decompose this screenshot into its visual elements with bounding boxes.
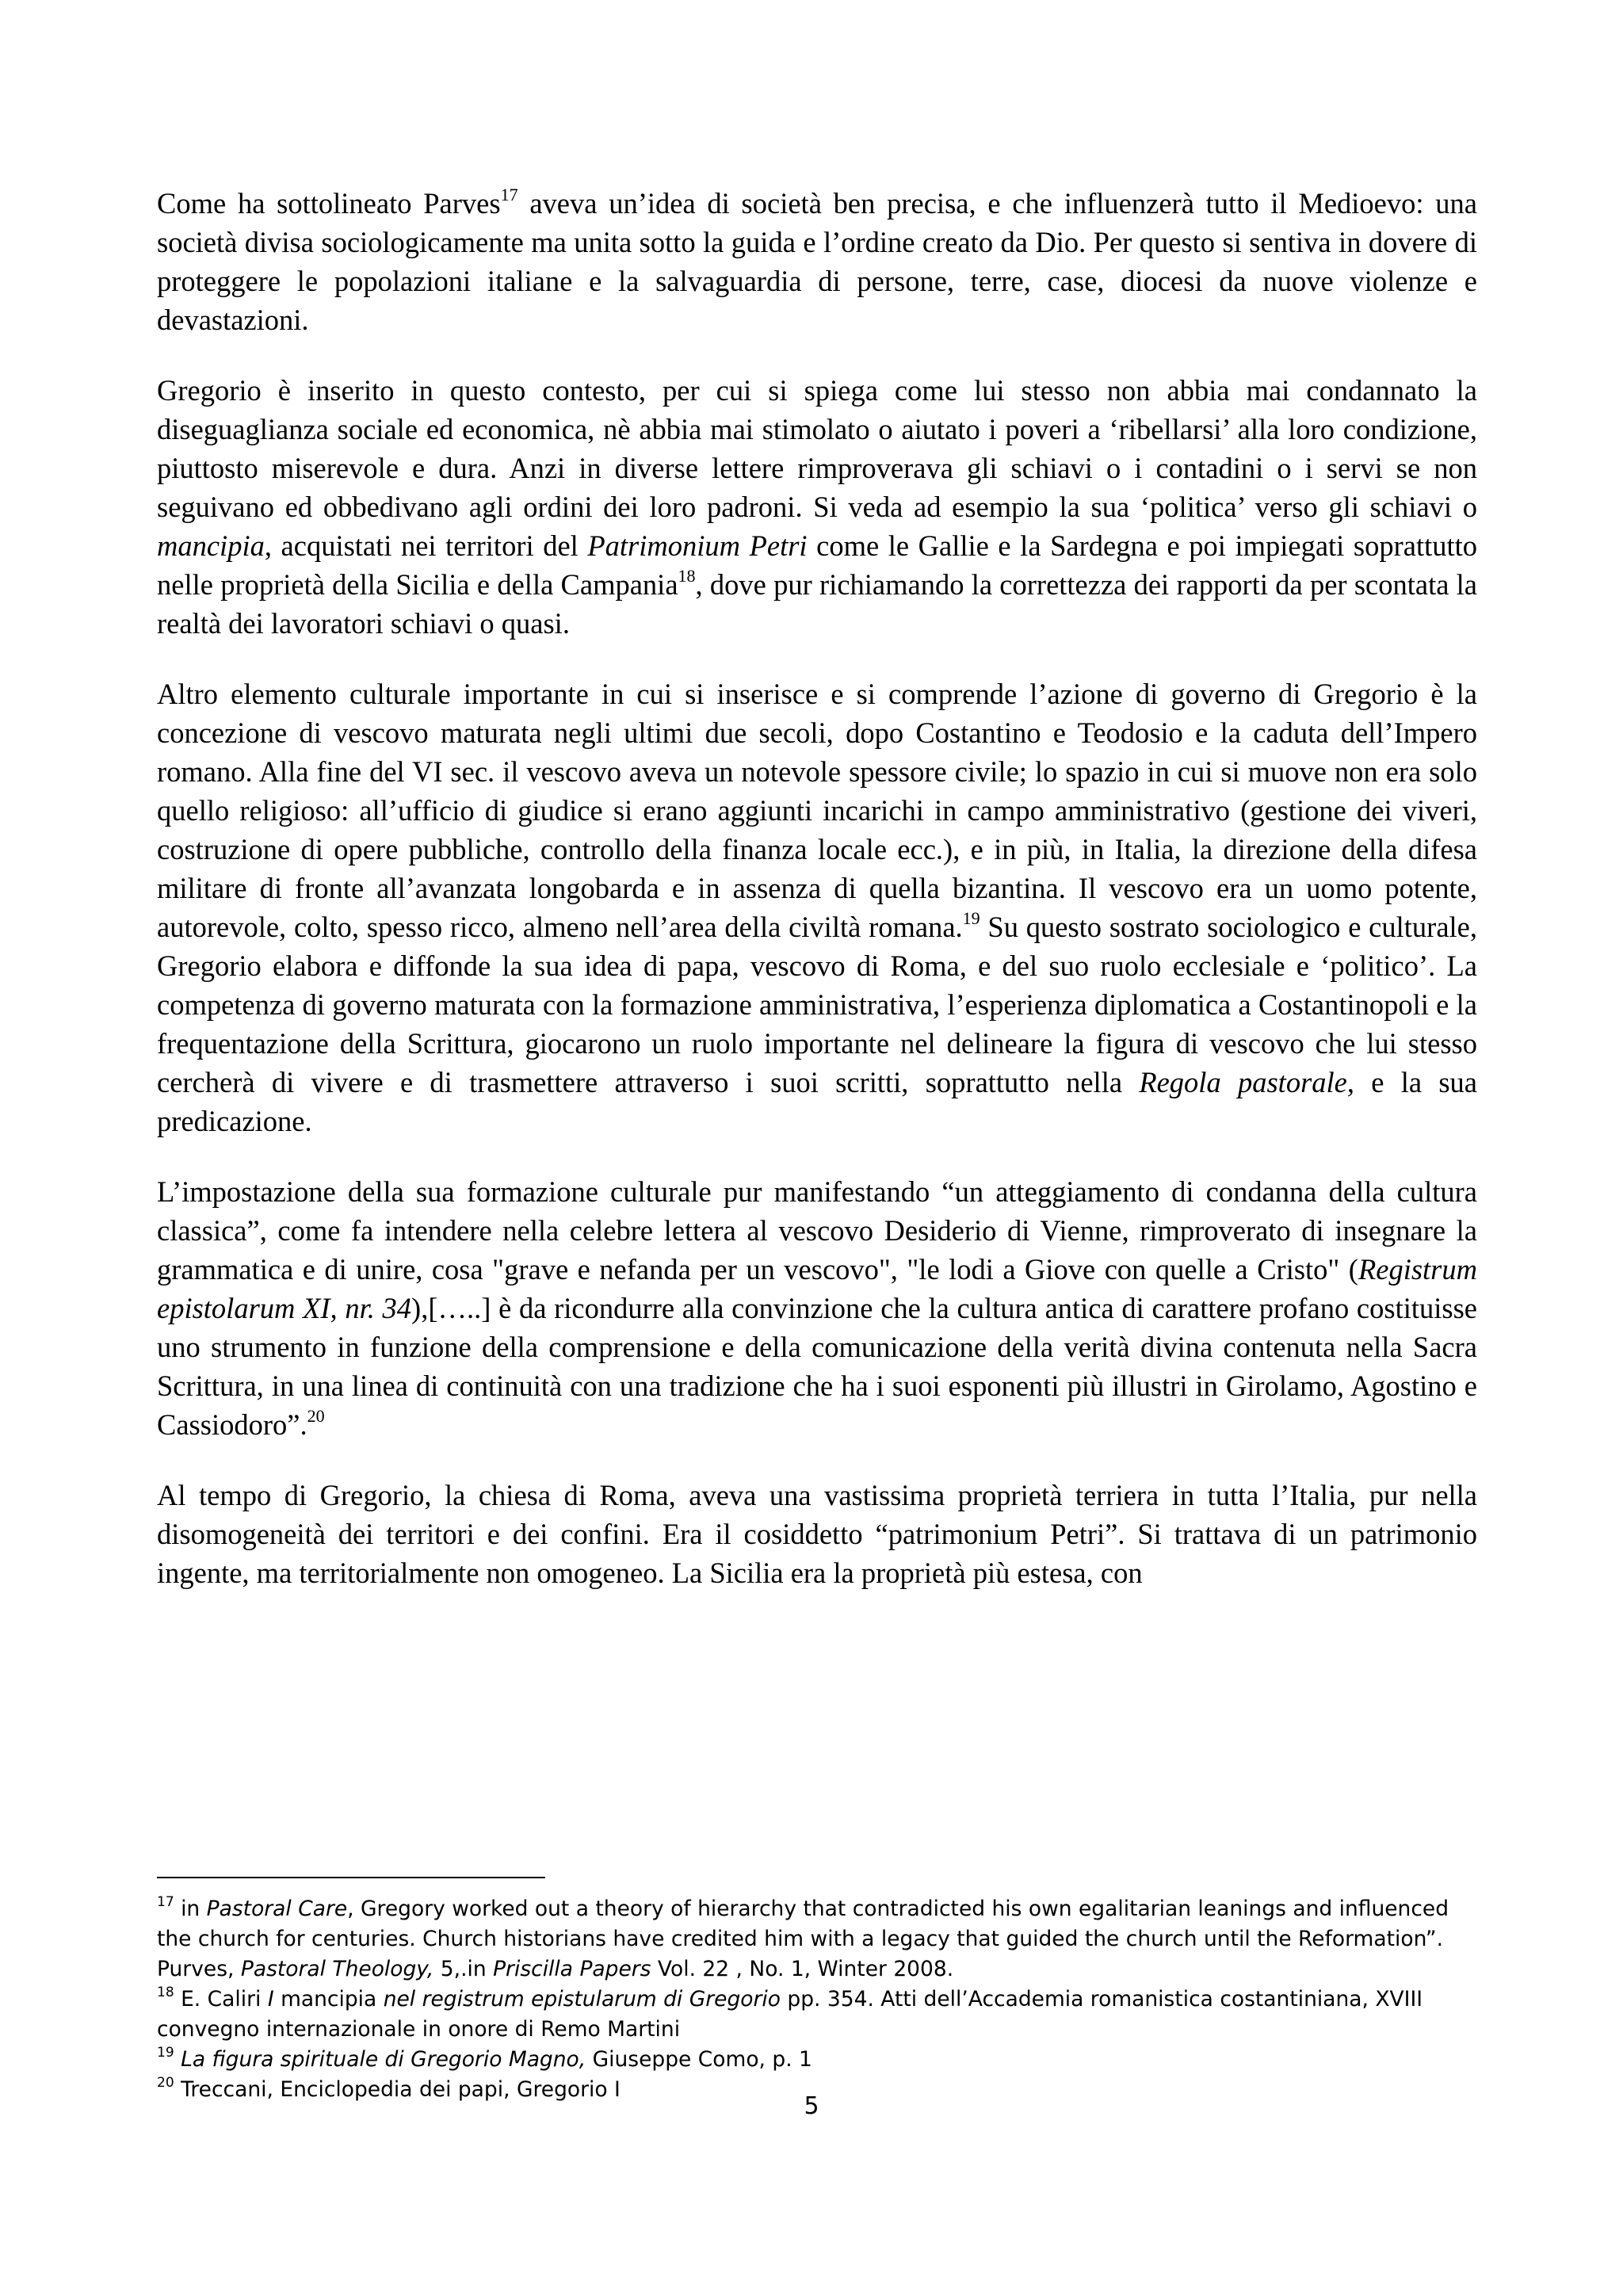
footnote-separator xyxy=(157,1877,545,1878)
paragraph-4 xyxy=(157,1172,1477,1444)
footnote-number: 17 xyxy=(157,1894,174,1910)
footnote-text: E. Caliri xyxy=(174,1987,268,2011)
paragraph-5 xyxy=(157,1476,1477,1592)
footnote-italic: Pastoral Theology, xyxy=(240,1957,434,1981)
paragraph-1 xyxy=(157,184,1477,339)
italic-title: Regola pastorale xyxy=(1139,1066,1347,1098)
paragraph-text: , e la sua predicazione. xyxy=(157,1066,1478,1137)
footnote-number: 18 xyxy=(157,1985,174,2000)
footnote-18 xyxy=(157,1985,1477,2045)
italic-term: Patrimonium Petri xyxy=(587,529,808,562)
paragraph-text: Al tempo di Gregorio, la chiesa di Roma, aveva una vastissima proprietà terriera in tutta l’Italia, pur nella disomogeneità dei territori e dei confini. Era il cosiddetto “patrimonium Petri”. Si trattava di un patrimonio ingente, ma territorialmente non omogeneo. La Sicilia era la proprietà più estesa, con xyxy=(157,1479,1477,1589)
footnote-italic: Pastoral Care xyxy=(206,1897,348,1921)
footnote-text: 5,.in xyxy=(433,1957,494,1981)
document-body xyxy=(157,184,1477,1592)
footnote-text: Giuseppe Como, p. 1 xyxy=(586,2047,812,2072)
paragraph-text: , acquistati nei territori del xyxy=(264,529,588,562)
footnote-italic: La figura spirituale di Gregorio Magno, xyxy=(181,2047,586,2072)
footnote-italic: nel registrum epistularum di Gregorio xyxy=(383,1987,781,2011)
paragraph-text: Come ha sottolineato Parves xyxy=(157,187,501,220)
footnote-ref-17[interactable]: 17 xyxy=(500,185,518,204)
paragraph-3 xyxy=(157,674,1477,1140)
footnote-ref-18[interactable]: 18 xyxy=(678,566,696,586)
footnotes xyxy=(157,1894,1477,2105)
footnote-19 xyxy=(157,2045,1477,2075)
paragraph-2 xyxy=(157,371,1477,643)
paragraph-text: come le Gallie e la Sardegna e poi impiegati soprattutto nelle proprietà della Sicilia e della Campania xyxy=(157,529,1478,601)
paragraph-text: Gregorio è inserito in questo contesto, per cui si spiega come lui stesso non abbia mai condannato la diseguaglianza sociale ed economica, nè abbia mai stimolato o aiutato i poveri a ‘ribellarsi’ alla loro condizione, piuttosto miserevole e dura. Anzi in diverse lettere rimproverava gli schiavi o i contadini o i servi se non seguivano ed obbedivano agli ordini dei loro padroni. Si veda ad esempio la sua ‘politica’ verso gli schiavi o xyxy=(157,374,1477,523)
paragraph-text: L’impostazione della sua formazione culturale pur manifestando “un atteggiamento di condanna della cultura classica”, come fa intendere nella celebre lettera al vescovo Desiderio di Vienne, rimproverato di insegnare la grammatica e di unire, cosa "grave e nefanda per un vescovo", "le lodi a Giove con quelle a Cristo" ( xyxy=(157,1175,1477,1286)
footnote-ref-20[interactable]: 20 xyxy=(307,1406,325,1426)
footnote-text: Vol. 22 , No. 1, Winter 2008. xyxy=(651,1957,954,1981)
footnote-text: Treccani, Enciclopedia dei papi, Gregorio I xyxy=(174,2077,621,2102)
footnote-number: 20 xyxy=(157,2075,174,2091)
footnote-text: pp. 354. Atti dell’Accademia romanistica costantiniana, XVIII convegno internazionale in onore di Remo Martini xyxy=(157,1987,1423,2042)
footnote-number: 19 xyxy=(157,2045,174,2061)
footnote-italic: Priscilla Papers xyxy=(493,1957,651,1981)
paragraph-text: Altro elemento culturale importante in cui si inserisce e si comprende l’azione di governo di Gregorio è la concezione di vescovo maturata negli ultimi due secoli, dopo Costantino e Teodosio e la caduta dell’Impero romano. Alla fine del VI sec. il vescovo aveva un notevole spessore civile; lo spazio in cui si muove non era solo quello religioso: all’ufficio di giudice si erano aggiunti incarichi in campo amministrativo (gestione dei viveri, costruzione di opere pubbliche, controllo della finanza locale ecc.), e in più, in Italia, la direzione della difesa militare di fronte all’avanzata longobarda e in assenza di quella bizantina. Il vescovo era un uomo potente, autorevole, colto, spesso ricco, almeno nell’area della civiltà romana. xyxy=(157,678,1477,943)
footnote-17 xyxy=(157,1894,1477,1985)
paragraph-text: ),[…..] è da ricondurre alla convinzione che la cultura antica di carattere profano costituisse uno strumento in funzione della comprensione e della comunicazione della verità divina contenuta nella Sacra Scrittura, in una linea di continuità con una tradizione che ha i suoi esponenti più illustri in Girolamo, Agostino e Cassiodoro”. xyxy=(157,1292,1477,1441)
paragraph-text: , dove pur richiamando la correttezza dei rapporti da per scontata la realtà dei lavoratori schiavi o quasi. xyxy=(157,568,1478,640)
italic-citation: Registrum epistolarum XI, nr. 34 xyxy=(157,1253,1477,1324)
footnote-text: mancipia xyxy=(273,1987,384,2011)
page-number: 5 xyxy=(804,2092,819,2120)
footnote-italic: I xyxy=(267,1987,274,2011)
footnote-text xyxy=(174,2047,181,2072)
footnote-ref-19[interactable]: 19 xyxy=(962,908,980,928)
footnote-text: in xyxy=(174,1897,207,1921)
paragraph-text: aveva un’idea di società ben precisa, e che influenzerà tutto il Medioevo: una società divisa sociologicamente ma unita sotto la guida e l’ordine creato da Dio. Per questo si sentiva in dovere di proteggere le popolazioni italiane e la salvaguardia di persone, terre, case, diocesi da nuove violenze e devastazioni. xyxy=(157,187,1477,336)
footnote-text: , Gregory worked out a theory of hierarchy that contradicted his own egalitarian leanings and influenced the church for centuries. Church historians have credited him with a legacy that guided the church until the Reformation”. Purves, xyxy=(157,1897,1449,1981)
italic-term: mancipia xyxy=(157,529,265,562)
paragraph-text: Su questo sostrato sociologico e culturale, Gregorio elabora e diffonde la sua idea di papa, vescovo di Roma, e del suo ruolo ecclesiale e ‘politico’. La competenza di governo maturata con la formazione amministrativa, l’esperienza diplomatica a Costantinopoli e la frequentazione della Scrittura, giocarono un ruolo importante nel delineare la figura di vescovo che lui stesso cercherà di vivere e di trasmettere attraverso i suoi scritti, soprattutto nella xyxy=(157,911,1477,1098)
